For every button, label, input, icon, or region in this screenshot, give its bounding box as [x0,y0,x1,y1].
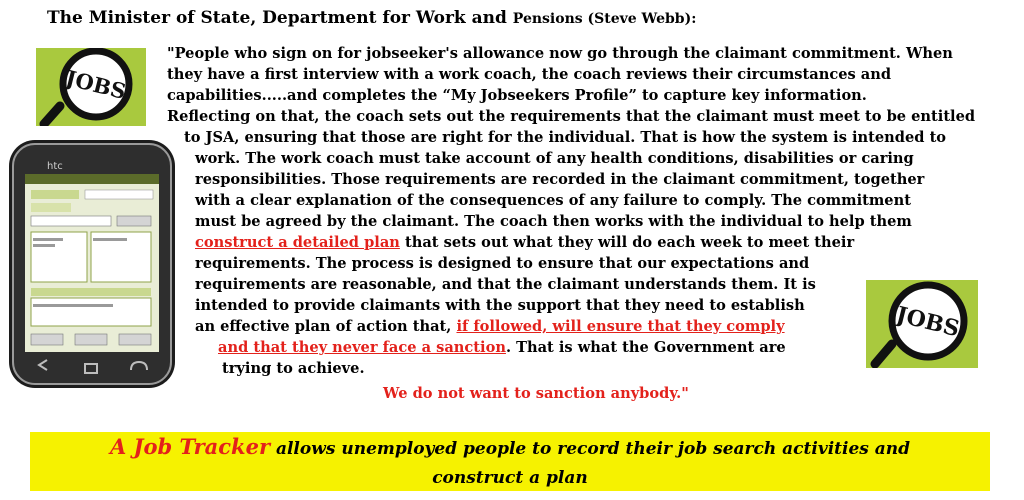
closing-line: We do not want to sanction anybody." [383,385,689,402]
phone-brand: htc [47,161,63,172]
quote-line: they have a first interview with a work coach, the coach reviews their circumstances and [167,66,892,83]
banner-rest: allows unemployed people to record their job search activities and [270,439,911,459]
quote-line: Reflecting on that, the coach sets out the requirements that the claimant must meet to be entitled [167,108,976,125]
quote-line: work. The work coach must take account of any health conditions, disabilities or caring [195,150,914,167]
banner-line-1 [30,432,990,464]
quote-line [195,233,854,254]
quote-line: must be agreed by the claimant. The coach then works with the individual to help them [195,213,912,230]
title-small: Pensions (Steve Webb): [512,11,697,27]
sanction-link[interactable]: and that they never face a sanction [218,339,506,356]
quote-line: to JSA, ensuring that those are right for the individual. That is how the system is intended to [184,129,947,146]
magnifier-icon [36,48,146,126]
title-main: The Minister of State, Department for Work and [47,8,507,28]
jobs-logo-text: JOBS [63,64,129,105]
quote-line: requirements are reasonable, and that the claimant understands them. It is [195,276,816,293]
phone-image [7,138,177,390]
comply-link[interactable]: if followed, will ensure that they comply [456,318,785,335]
quote-line [195,317,785,338]
jobs-logo-top [36,48,146,126]
page-title [47,8,696,28]
quote-line-rest: . That is what the Government are [505,339,786,356]
quote-line: capabilities.....and completes the “My Jobseekers Profile” to capture key information. [167,87,867,104]
quote-line-prefix: an effective plan of action that, [195,318,457,335]
jobs-logo-text: JOBS [893,301,962,343]
quote-line: requirements. The process is designed to ensure that our expectations and [195,255,810,272]
quote-line: "People who sign on for jobseeker's allowance now go through the claimant commitment. When [167,45,953,62]
quote-line: trying to achieve. [222,360,365,377]
quote-line: responsibilities. Those requirements are recorded in the claimant commitment, together [195,171,925,188]
plan-link[interactable]: construct a detailed plan [195,234,400,251]
quote-line: with a clear explanation of the consequences of any failure to comply. The commitment [195,192,911,209]
jobs-logo-right [866,280,978,368]
job-tracker-banner [30,432,990,491]
quote-line: intended to provide claimants with the support that they need to establish [195,297,805,314]
banner-line-2: construct a plan [432,468,588,488]
magnifier-icon [866,280,978,368]
quote-line [218,338,786,359]
quote-line-rest: that sets out what they will do each week to meet their [399,234,855,251]
banner-highlight: A Job Tracker [109,434,271,459]
